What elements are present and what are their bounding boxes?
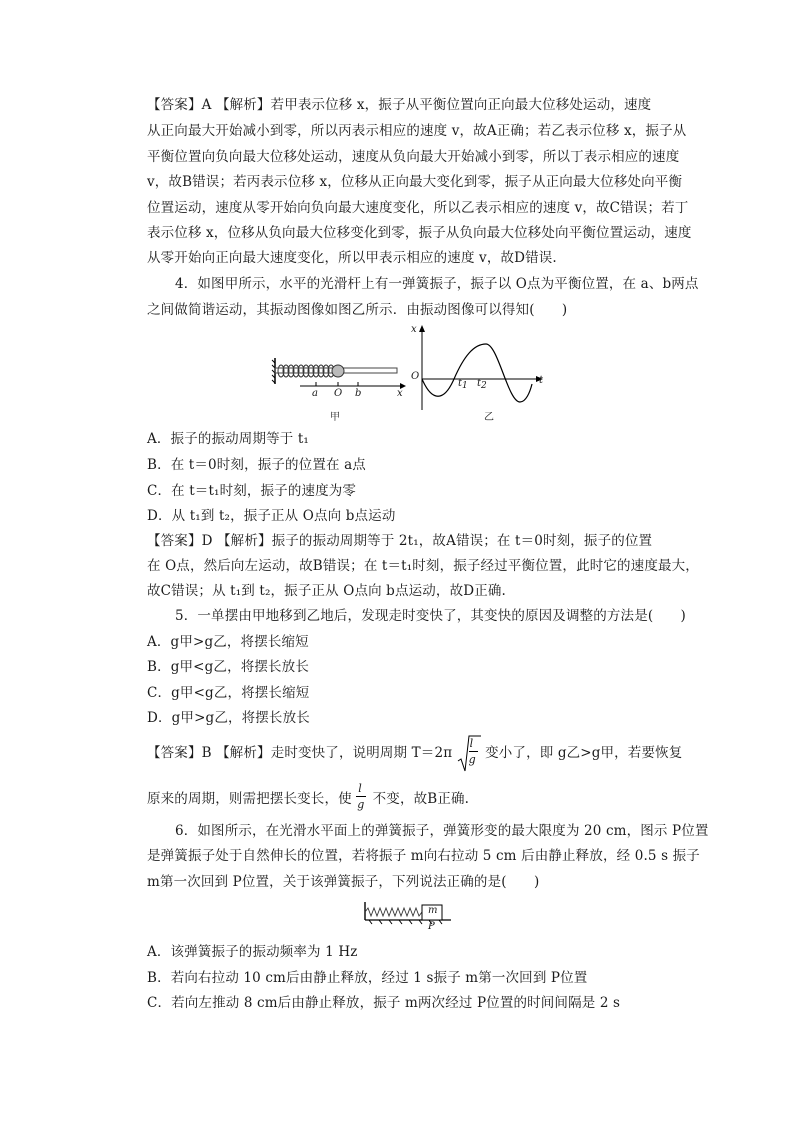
- q5-option-b: B．g甲<g乙，将摆长放长: [147, 659, 309, 675]
- sqrt-l-over-g: $\frac{l}{g}$: [457, 745, 481, 763]
- q3-answer-line-7: 从零开始向正向最大速度变化，所以甲表示相应的速度 v，故D错误.: [147, 250, 557, 266]
- q6-option-b: B．若向右拉动 10 cm后由静止释放，经过 1 s振子 m第一次回到 P位置: [147, 970, 588, 986]
- q4-option-d: D．从 t₁到 t₂，振子正从 O点向 b点运动: [147, 508, 396, 524]
- q6-stem-line-1: 6．如图所示，在光滑水平面上的弹簧振子，弹簧形变的最大限度为 20 cm，图示 P位置: [175, 823, 709, 839]
- figure-spring-block: [357, 899, 457, 933]
- label-a: a: [312, 388, 318, 399]
- q5-option-a: A．g甲>g乙，将摆长缩短: [147, 634, 309, 650]
- q4-answer-line-1: 【答案】D 【解析】振子的振动周期等于 2t₁，故A错误；在 t＝0时刻，振子的位置: [147, 533, 653, 549]
- q6-option-a: A．该弹簧振子的振动频率为 1 Hz: [147, 944, 358, 960]
- q5-option-c: C．g甲<g乙，将摆长缩短: [147, 685, 310, 701]
- q4-option-b: B．在 t＝0时刻，振子的位置在 a点: [147, 457, 366, 473]
- label-m: m: [428, 905, 438, 916]
- label-x-axis: x: [397, 388, 403, 399]
- label-p: P: [428, 921, 435, 932]
- q6-stem-line-2: 是弹簧振子处于自然伸长的位置，若将振子 m向右拉动 5 cm 后由静止释放，经 0.5 s 振子: [147, 848, 700, 864]
- q4-option-a: A．振子的振动周期等于 t₁: [147, 431, 309, 447]
- q3-answer-line-1: 【答案】A 【解析】若甲表示位移 x，振子从平衡位置向正向最大位移处运动，速度: [147, 97, 652, 113]
- q4-answer-line-2: 在 O点，然后向左运动，故B错误；在 t＝t₁时刻，振子经过平衡位置，此时它的速度最大，: [147, 558, 699, 574]
- q4-answer-line-3: 故C错误；从 t₁到 t₂，振子正从 O点向 b点运动，故D正确.: [147, 583, 506, 599]
- q4-stem-line-2: 之间做简谐运动，其振动图像如图乙所示．由振动图像可以得知( ): [147, 302, 568, 318]
- q4-option-c: C．在 t＝t₁时刻，振子的速度为零: [147, 483, 357, 499]
- label-t2: $t_2$: [477, 378, 487, 391]
- q4-stem-line-1: 4．如图甲所示，水平的光滑杆上有一弹簧振子，振子以 O点为平衡位置，在 a、b两点: [175, 276, 699, 292]
- figure-jia-spring-rod: [270, 352, 410, 422]
- caption-yi: 乙: [484, 412, 494, 423]
- q5-option-d: D．g甲>g乙，将摆长放长: [147, 710, 310, 726]
- vibration-graph: [408, 322, 548, 422]
- label-b: b: [355, 388, 362, 399]
- q3-answer-line-6: 表示位移 x，位移从负向最大位移变化到零，振子从负向最大位移处向平衡位置运动，速度: [147, 225, 692, 241]
- spring-oscillator-diagram: [270, 352, 410, 422]
- q5-answer-line-1: 【答案】B 【解析】走时变快了，说明周期 T＝2π $\frac{l}{g}$ 变小了，即 g乙>g甲，若要恢复: [147, 744, 682, 763]
- q5-answer-line-2: 原来的周期，则需把摆长变长，使 $\frac{l}{g}$ 不变，故B正确.: [147, 781, 470, 811]
- q3-answer-line-4: v，故B错误；若丙表示位移 x，位移从正向最大变化到零，振子从正向最大位移处向平衡: [147, 174, 683, 190]
- q3-answer-line-3: 平衡位置向负向最大位移处运动，速度从负向最大开始减小到零，所以丁表示相应的速度: [147, 149, 680, 165]
- label-t1: $t_1$: [458, 378, 468, 391]
- q3-answer-line-2: 从正向最大开始减小到零，所以丙表示相应的速度 v，故A正确；若乙表示位移 x，振子从: [147, 123, 687, 139]
- label-o: O: [334, 388, 343, 399]
- q5-stem: 5．一单摆由甲地移到乙地后，发现走时变快了，其变快的原因及调整的方法是( ): [175, 608, 686, 624]
- q6-option-c: C．若向左推动 8 cm后由静止释放，振子 m两次经过 P位置的时间间隔是 2 s: [147, 995, 621, 1011]
- label-t-axis: t: [539, 375, 544, 386]
- q6-stem-line-3: m第一次回到 P位置，关于该弹簧振子，下列说法正确的是( ): [147, 874, 540, 890]
- figure-yi-vibration-graph: [408, 322, 548, 422]
- q3-answer-line-5: 位置运动，速度从零开始向负向最大速度变化，所以乙表示相应的速度 v，故C错误；若丁: [147, 200, 689, 216]
- fraction-l-over-g: $\frac{l}{g}$: [357, 781, 365, 811]
- caption-jia: 甲: [330, 412, 340, 423]
- spring-block-diagram: [357, 899, 457, 933]
- label-x: x: [411, 324, 417, 335]
- label-origin: O: [411, 371, 420, 382]
